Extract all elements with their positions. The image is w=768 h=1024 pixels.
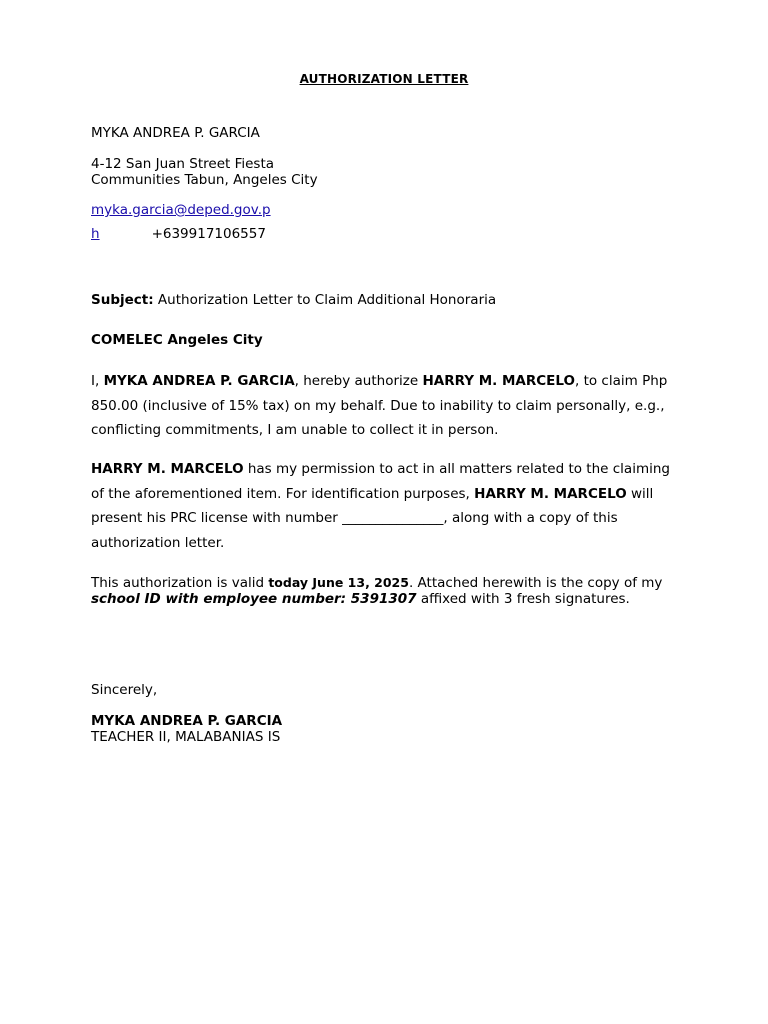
closing-salutation: Sincerely, [91, 682, 158, 698]
para2-grantee-name: HARRY M. MARCELO [91, 461, 244, 477]
letter-title: AUTHORIZATION LETTER [299, 72, 469, 86]
signatory-name: MYKA ANDREA P. GARCIA [91, 713, 283, 729]
para3-text-2: . Attached herewith is the copy of my [408, 575, 663, 591]
subject-label: Subject: [91, 292, 154, 308]
para2-text-1: has my permission to act in all matters related to the claiming of the aforementioned item. For identification purposes, [91, 461, 670, 502]
subject-text: Authorization Letter to Claim Additional Honoraria [153, 292, 497, 308]
para3-text-1: This authorization is valid [91, 575, 269, 591]
para3-text-3: affixed with 3 fresh signatures. [416, 590, 630, 607]
recipient [91, 332, 263, 348]
para1-grantee-name: HARRY M. MARCELO [422, 373, 575, 389]
address-line-2: Communities Tabun, Angeles City [91, 172, 318, 188]
sender-address [91, 156, 318, 188]
para1-text-3: , to claim Php 850.00 (inclusive of 15% tax) on my behalf. Due to inability to claim personally, e.g., conflicting commitments, I am unable to collect it in person. [91, 373, 668, 438]
validity-date: today June 13, 2025 [268, 575, 409, 590]
school-id-text: school ID with employee number: 5391307 [91, 590, 417, 607]
para1-text-1: I, [91, 373, 104, 389]
address-line-1: 4-12 San Juan Street Fiesta [91, 156, 275, 172]
sender-contact [91, 202, 271, 242]
subject-line [91, 292, 496, 308]
signature-block [91, 713, 282, 745]
recipient-name: COMELEC Angeles City [91, 332, 263, 348]
email-link[interactable]: myka.garcia@deped.gov.p [91, 202, 271, 218]
paragraph-permission [91, 457, 677, 555]
sender-name: MYKA ANDREA P. GARCIA [91, 125, 260, 141]
paragraph-authorization [91, 369, 677, 443]
phone-number: +639917106557 [151, 226, 266, 242]
para2-grantee-name-2: HARRY M. MARCELO [474, 485, 627, 502]
para1-grantor-name: MYKA ANDREA P. GARCIA [103, 373, 295, 389]
para1-text-2: , hereby authorize [294, 373, 423, 389]
para2-text-2: will present his PRC license with number _______________, along with a copy of this authorization letter. [91, 485, 654, 551]
paragraph-validity [91, 575, 677, 607]
signatory-position: TEACHER II, MALABANIAS IS [91, 729, 281, 745]
email-link-continued[interactable]: h [91, 226, 100, 242]
